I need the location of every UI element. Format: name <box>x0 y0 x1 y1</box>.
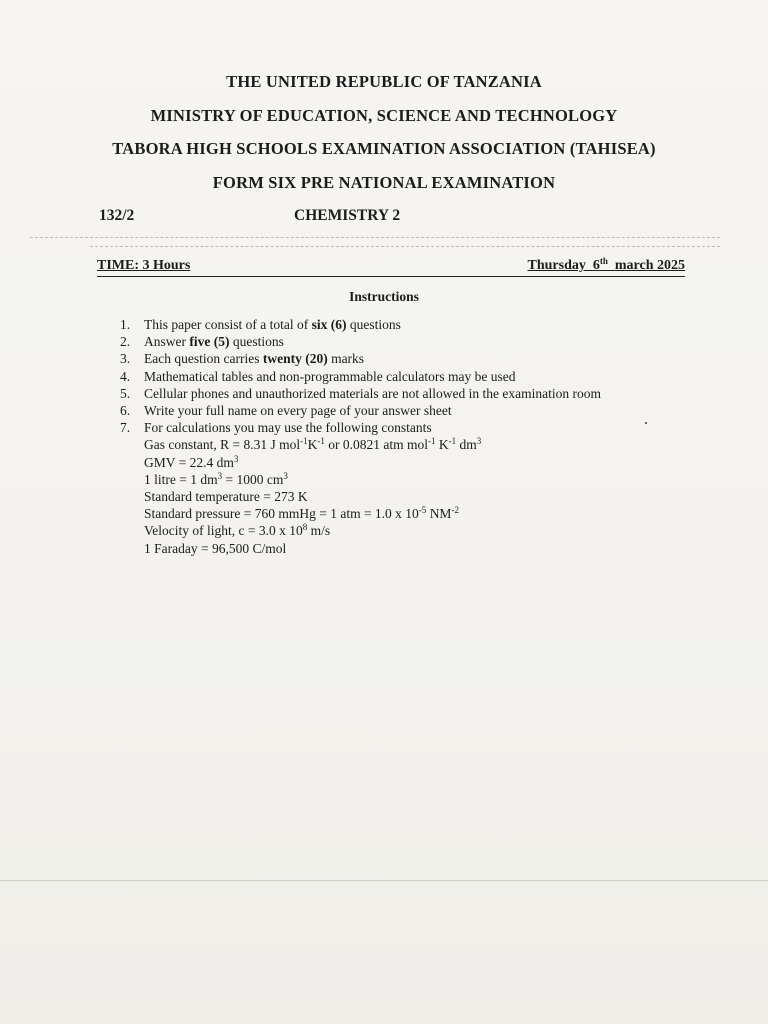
instructions-list <box>120 316 601 557</box>
constant-litre: 1 litre = 1 $dm^3 = 1000$ $cm^3$ <box>144 470 288 487</box>
exam-duration: TIME: 3 Hours <box>97 258 191 273</box>
exam-date-weekday: Thursday <box>527 258 586 273</box>
exam-date <box>528 258 686 274</box>
constant-faraday: 1 Faraday = 96,500 C/mol <box>144 540 287 556</box>
exam-date-day: 6 <box>592 258 600 273</box>
paper-code: 132/2 <box>99 207 135 224</box>
constant-gmv: GMV = 22.4 $dm^3$ <box>144 453 239 470</box>
list-item: 3. Each question carries twenty (20) marks <box>120 351 365 367</box>
stray-mark <box>645 422 647 424</box>
constant-gas: Gas constant, R = 8.31 J $mol^{-1}K^{-1}$ or 0.0821 atm mol$^{-1}$ $K^{-1}$ $dm^3$ <box>144 436 482 453</box>
time-date-row <box>97 258 685 277</box>
list-item: 5. Cellular phones and unauthorized materials are not allowed in the examination room <box>120 385 601 401</box>
paper-subject: CHEMISTRY 2 <box>294 207 401 224</box>
exam-date-day-suffix: th <box>599 256 608 266</box>
divider-dashed-1 <box>30 237 720 238</box>
instructions-heading: Instructions <box>349 289 419 304</box>
constant-temperature: Standard temperature = 273 K <box>144 489 308 505</box>
list-item: 4. Mathematical tables and non-programmable calculators may be used <box>120 368 516 384</box>
exam-date-month-year: march 2025 <box>614 258 685 273</box>
bottom-fold-line <box>0 880 768 881</box>
header-ministry: MINISTRY OF EDUCATION, SCIENCE AND TECHNOLOGY <box>150 106 618 125</box>
list-item: 1. This paper consist of a total of six (6) questions <box>120 317 401 332</box>
list-item: 2. Answer five (5) questions <box>120 334 284 350</box>
constant-pressure: Standard pressure = 760 mmHg = 1 atm = 1.0 x $10^{-5}$ $NM^{-2}$ <box>144 505 459 522</box>
divider-dashed-2 <box>90 246 720 247</box>
constants-list <box>144 436 601 556</box>
header-republic: THE UNITED REPUBLIC OF TANZANIA <box>226 72 542 91</box>
constant-light: Velocity of light, c = 3.0 x $10^8$ m/s <box>144 522 331 539</box>
header-exam-title: FORM SIX PRE NATIONAL EXAMINATION <box>212 173 556 192</box>
list-item: 6. Write your full name on every page of your answer sheet <box>120 403 452 419</box>
list-item: 7. For calculations you may use the following constants Gas constant, R = 8.31 J $mol^{-1}K^{-1}$ or 0.0821 atm mol$^{-1}$ $K^{-1}$ $dm^3$ GMV = 22.4 $dm^3$ 1 litre = 1 $dm^3 = 1000$ $cm^3$ Standard temperature = 273 K Standard pressure = 760 mmHg = 1 atm = 1.0 x $10^{-5}$ $NM^{-2}$ Velocity of light, c = 3.0 x $10^8$ m/s 1 Faraday = 96,500 C/mol <box>120 419 601 557</box>
header-association: TABORA HIGH SCHOOLS EXAMINATION ASSOCIATION (TAHISEA) <box>112 139 656 158</box>
